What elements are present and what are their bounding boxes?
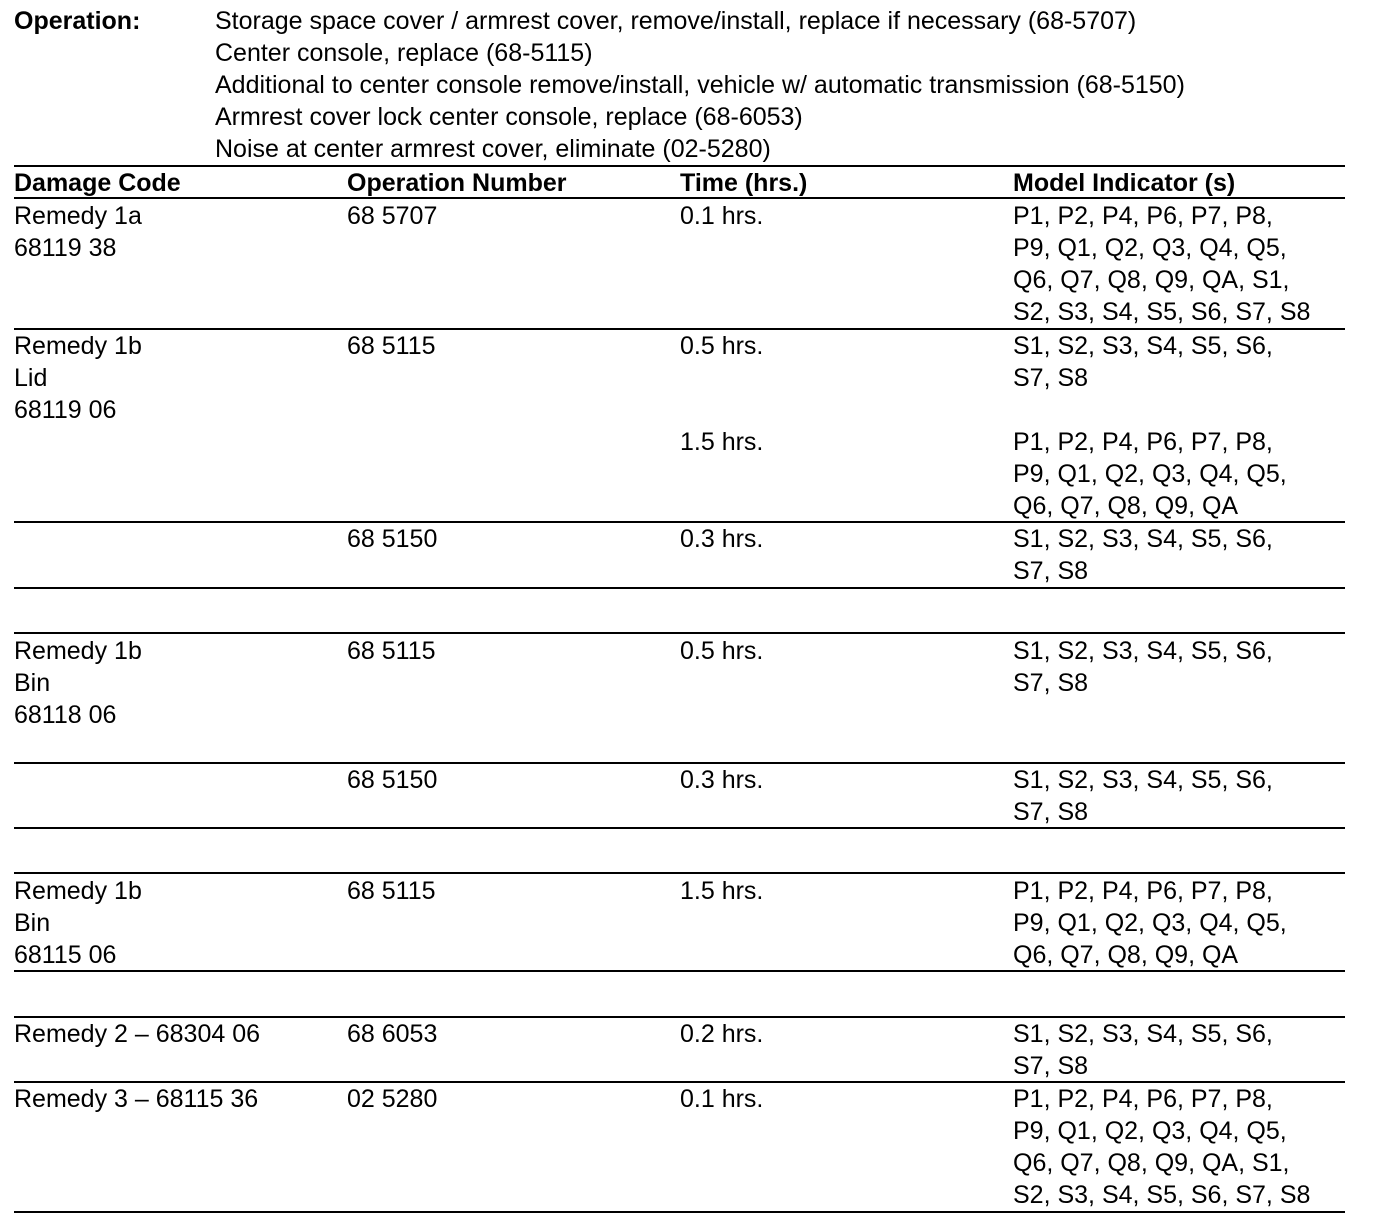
row-3-model-indicator: P1, P2, P4, P6, P7, P8, P9, Q1, Q2, Q3, Q4, Q5, Q6, Q7, Q8, Q9, QA bbox=[1013, 428, 1287, 520]
operation-line-5: Noise at center armrest cover, eliminate (02-5280) bbox=[215, 135, 771, 163]
header-operation-number: Operation Number bbox=[347, 169, 567, 197]
row-8-operation-number: 68 6053 bbox=[347, 1020, 438, 1048]
row-2-time: 0.5 hrs. bbox=[680, 332, 764, 360]
row-6-operation-number: 68 5150 bbox=[347, 766, 438, 794]
row-divider bbox=[14, 970, 1345, 972]
header-bottom-rule bbox=[14, 197, 1345, 199]
row-1-model-indicator: P1, P2, P4, P6, P7, P8, P9, Q1, Q2, Q3, Q4, Q5, Q6, Q7, Q8, Q9, QA, S1, S2, S3, S4, S5, S6, S7, S8 bbox=[1013, 202, 1311, 326]
row-2-operation-number: 68 5115 bbox=[347, 332, 436, 360]
row-9-time: 0.1 hrs. bbox=[680, 1085, 764, 1113]
header-model-indicator: Model Indicator (s) bbox=[1013, 169, 1236, 197]
operation-line-2: Center console, replace (68-5115) bbox=[215, 39, 593, 67]
row-1-damage-code: Remedy 1a 68119 38 bbox=[14, 202, 142, 262]
row-8-damage-code: Remedy 2 – 68304 06 bbox=[14, 1020, 261, 1048]
row-divider bbox=[14, 632, 1345, 634]
operation-line-3: Additional to center console remove/install, vehicle w/ automatic transmission (68-5150) bbox=[215, 71, 1185, 99]
row-divider bbox=[14, 827, 1345, 829]
row-5-damage-code: Remedy 1b Bin 68118 06 bbox=[14, 637, 142, 729]
row-1-time: 0.1 hrs. bbox=[680, 202, 764, 230]
header-time: Time (hrs.) bbox=[680, 169, 808, 197]
operation-label: Operation: bbox=[14, 7, 141, 35]
row-divider bbox=[14, 587, 1345, 589]
row-5-time: 0.5 hrs. bbox=[680, 637, 764, 665]
row-divider bbox=[14, 872, 1345, 874]
row-7-model-indicator: P1, P2, P4, P6, P7, P8, P9, Q1, Q2, Q3, Q4, Q5, Q6, Q7, Q8, Q9, QA bbox=[1013, 877, 1287, 969]
row-4-operation-number: 68 5150 bbox=[347, 525, 438, 553]
row-6-time: 0.3 hrs. bbox=[680, 766, 764, 794]
header-damage-code: Damage Code bbox=[14, 169, 181, 197]
row-7-operation-number: 68 5115 bbox=[347, 877, 436, 905]
row-9-model-indicator: P1, P2, P4, P6, P7, P8, P9, Q1, Q2, Q3, Q4, Q5, Q6, Q7, Q8, Q9, QA, S1, S2, S3, S4, S5, S6, S7, S8 bbox=[1013, 1085, 1311, 1209]
row-3-time: 1.5 hrs. bbox=[680, 428, 764, 456]
operation-line-4: Armrest cover lock center console, replace (68-6053) bbox=[215, 103, 803, 131]
row-4-time: 0.3 hrs. bbox=[680, 525, 764, 553]
row-2-model-indicator: S1, S2, S3, S4, S5, S6, S7, S8 bbox=[1013, 332, 1273, 392]
row-4-model-indicator: S1, S2, S3, S4, S5, S6, S7, S8 bbox=[1013, 525, 1273, 585]
row-9-operation-number: 02 5280 bbox=[347, 1085, 438, 1113]
row-2-damage-code: Remedy 1b Lid 68119 06 bbox=[14, 332, 142, 424]
row-8-model-indicator: S1, S2, S3, S4, S5, S6, S7, S8 bbox=[1013, 1020, 1273, 1080]
row-5-model-indicator: S1, S2, S3, S4, S5, S6, S7, S8 bbox=[1013, 637, 1273, 697]
row-6-model-indicator: S1, S2, S3, S4, S5, S6, S7, S8 bbox=[1013, 766, 1273, 826]
row-9-damage-code: Remedy 3 – 68115 36 bbox=[14, 1085, 259, 1113]
table-bottom-rule bbox=[14, 1211, 1345, 1213]
row-7-damage-code: Remedy 1b Bin 68115 06 bbox=[14, 877, 142, 969]
row-5-operation-number: 68 5115 bbox=[347, 637, 436, 665]
row-7-time: 1.5 hrs. bbox=[680, 877, 764, 905]
row-1-operation-number: 68 5707 bbox=[347, 202, 438, 230]
row-8-time: 0.2 hrs. bbox=[680, 1020, 764, 1048]
operation-line-1: Storage space cover / armrest cover, remove/install, replace if necessary (68-5707) bbox=[215, 7, 1137, 35]
